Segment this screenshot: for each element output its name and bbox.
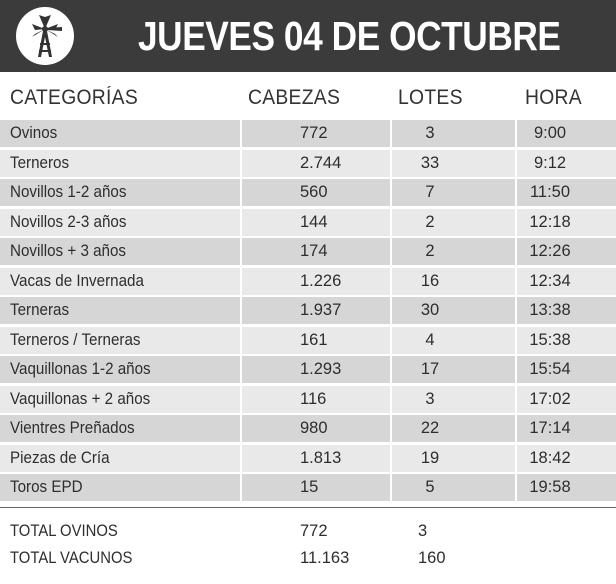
windmill-icon (16, 7, 74, 65)
column-header-lots: LOTES (398, 86, 463, 109)
row-background (392, 268, 515, 295)
cell-time: 11:50 (529, 183, 571, 201)
cell-time: 17:02 (529, 389, 571, 408)
row-background (392, 415, 515, 442)
cell-heads: 560 (300, 183, 328, 201)
cell-lots: 22 (420, 419, 440, 437)
table-row (0, 267, 616, 297)
cell-category: Vaquillonas + 2 años (10, 389, 151, 408)
column-header-heads: CABEZAS (248, 86, 341, 109)
cell-category: Piezas de Cría (10, 448, 110, 467)
cell-time: 18:42 (529, 448, 571, 467)
totals-row (0, 518, 616, 545)
cell-time: 12:34 (529, 271, 571, 290)
cell-category: Terneros / Terneras (10, 330, 141, 349)
cell-heads: 144 (300, 212, 328, 231)
table-row (0, 178, 616, 208)
total-label: TOTAL VACUNOS (10, 549, 133, 567)
table-row (0, 237, 616, 267)
table-row (0, 473, 616, 503)
cell-time: 12:26 (529, 242, 571, 260)
table-row (0, 444, 616, 474)
totals-row (0, 545, 616, 572)
table-row (0, 149, 616, 179)
cell-lots: 33 (420, 153, 440, 172)
cell-heads: 161 (300, 330, 328, 349)
total-heads: 772 (300, 522, 328, 540)
cell-category: Vaquillonas 1-2 años (10, 360, 151, 378)
divider (0, 507, 616, 508)
cell-time: 19:58 (529, 478, 571, 496)
table-row (0, 355, 616, 385)
cell-category: Ovinos (10, 124, 58, 142)
cell-time: 12:18 (529, 212, 571, 231)
cell-time: 17:14 (529, 419, 571, 437)
cell-heads: 1.937 (300, 301, 342, 319)
table-row (0, 119, 616, 149)
cell-heads: 1.813 (300, 448, 342, 467)
cell-category: Novillos 1-2 años (10, 183, 127, 201)
cell-category: Novillos 2-3 años (10, 212, 127, 231)
row-background (392, 209, 515, 236)
cell-lots: 4 (425, 330, 435, 349)
column-header-time: HORA (525, 86, 582, 109)
cell-lots: 2 (425, 242, 435, 260)
cell-lots: 5 (425, 478, 435, 496)
table-row (0, 414, 616, 444)
cell-heads: 174 (300, 242, 328, 260)
row-background (392, 179, 515, 206)
cell-lots: 3 (425, 124, 435, 142)
table-row (0, 208, 616, 238)
total-lots: 160 (418, 549, 446, 567)
cell-category: Toros EPD (10, 478, 83, 496)
row-background (392, 386, 515, 413)
total-lots: 3 (418, 522, 428, 540)
column-header-category: CATEGORÍAS (10, 86, 139, 109)
cell-category: Terneros (10, 153, 70, 172)
total-label: TOTAL OVINOS (10, 522, 118, 540)
cell-lots: 7 (425, 183, 435, 201)
cell-lots: 16 (420, 271, 440, 290)
row-background (392, 297, 515, 324)
row-background (392, 356, 515, 383)
cell-time: 9:12 (533, 153, 567, 172)
row-background (392, 150, 515, 177)
cell-heads: 15 (300, 478, 319, 496)
cell-heads: 772 (300, 124, 328, 142)
cell-time: 9:00 (533, 124, 567, 142)
cell-lots: 19 (420, 448, 440, 467)
cell-heads: 1.226 (300, 271, 342, 290)
cell-category: Vientres Preñados (10, 419, 135, 437)
totals-section (0, 518, 616, 572)
cell-time: 15:38 (529, 330, 571, 349)
row-background (392, 445, 515, 472)
header-banner (0, 0, 616, 72)
table-row (0, 326, 616, 356)
cell-lots: 17 (420, 360, 440, 378)
schedule-table (0, 119, 616, 503)
row-background (392, 238, 515, 265)
cell-lots: 3 (425, 389, 435, 408)
page-title: JUEVES 04 DE OCTUBRE (138, 13, 561, 59)
table-row (0, 385, 616, 415)
cell-heads: 1.293 (300, 360, 342, 378)
total-heads: 11.163 (300, 549, 350, 567)
cell-time: 15:54 (529, 360, 571, 378)
cell-lots: 2 (425, 212, 435, 231)
cell-heads: 980 (300, 419, 328, 437)
table-row (0, 296, 616, 326)
cell-category: Novillos + 3 años (10, 242, 127, 260)
cell-heads: 116 (300, 389, 327, 408)
row-background (392, 120, 515, 147)
cell-heads: 2.744 (300, 153, 342, 172)
cell-lots: 30 (420, 301, 440, 319)
cell-time: 13:38 (529, 301, 571, 319)
row-background (392, 474, 515, 501)
cell-category: Vacas de Invernada (10, 271, 144, 290)
row-background (392, 327, 515, 354)
cell-category: Terneras (10, 301, 70, 319)
